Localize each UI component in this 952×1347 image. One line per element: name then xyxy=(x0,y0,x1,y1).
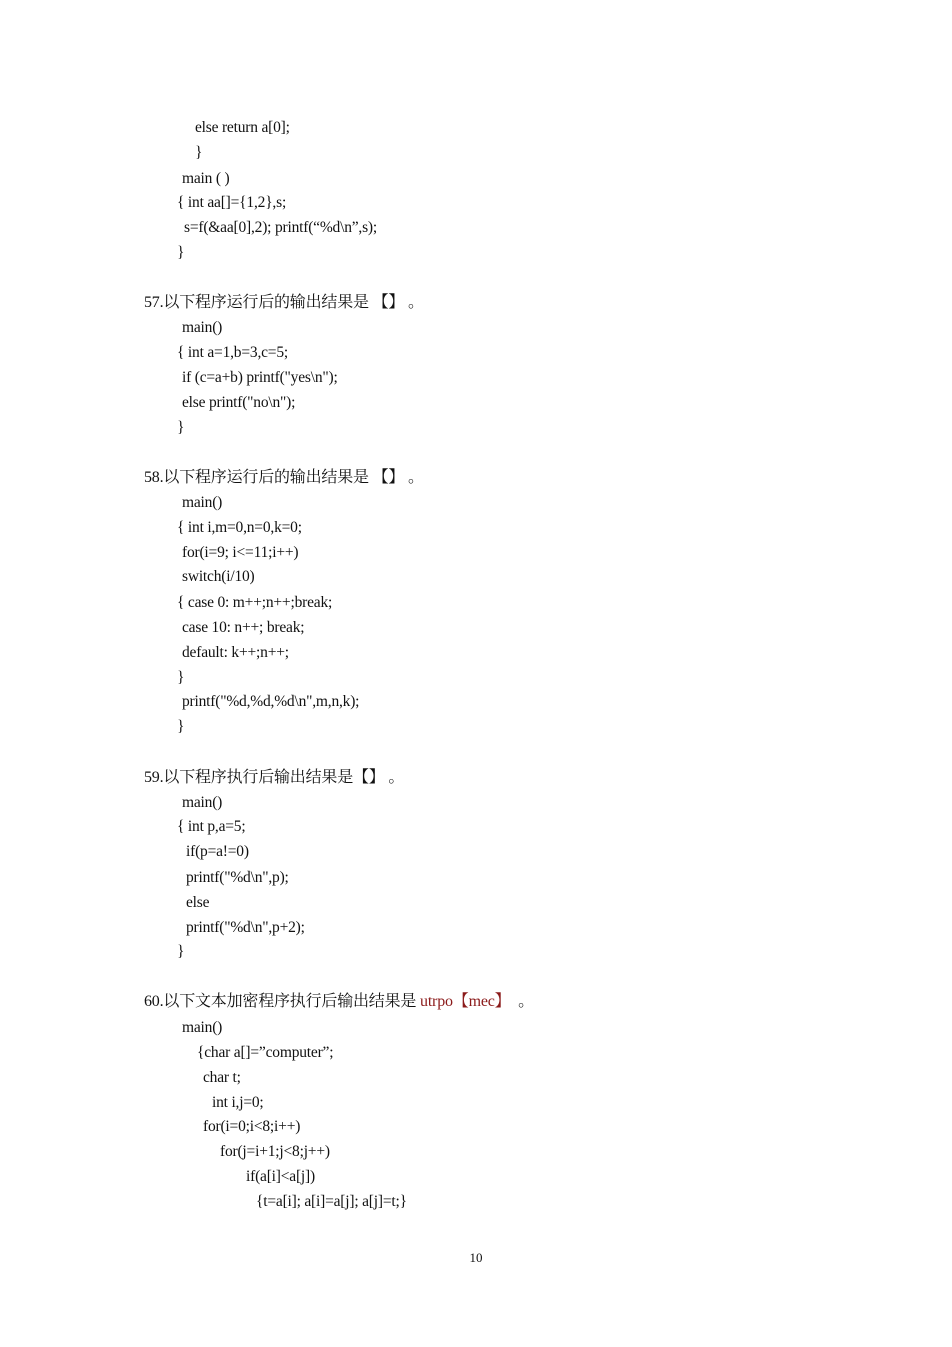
code-line: int i,j=0; xyxy=(212,1094,264,1111)
code-line: main() xyxy=(182,794,223,811)
code-line: } xyxy=(177,943,185,960)
code-line: default: k++;n++; xyxy=(182,644,289,661)
code-line: } xyxy=(177,718,185,735)
question-58: 58.以下程序运行后的输出结果是 【】 。 xyxy=(144,469,424,486)
question-57: 57.以下程序运行后的输出结果是 【】 。 xyxy=(144,294,424,311)
code-line: char t; xyxy=(203,1069,241,1086)
code-line: { int p,a=5; xyxy=(177,818,246,835)
code-line: case 10: n++; break; xyxy=(182,619,305,636)
code-line: } xyxy=(195,144,203,161)
code-line: s=f(&aa[0],2); printf(“%d\n”,s); xyxy=(184,219,378,236)
code-line: main() xyxy=(182,319,223,336)
page-number: 10 xyxy=(469,1250,483,1265)
code-line: else return a[0]; xyxy=(195,119,290,136)
question-60 xyxy=(144,992,534,1012)
question-59: 59.以下程序执行后输出结果是【】 。 xyxy=(144,769,405,786)
code-line: for(j=i+1;j<8;j++) xyxy=(220,1143,330,1160)
code-line: if (c=a+b) printf("yes\n"); xyxy=(182,369,338,386)
code-line: { case 0: m++;n++;break; xyxy=(177,594,333,611)
code-line: if(a[i]<a[j]) xyxy=(246,1168,315,1185)
code-line: if(p=a!=0) xyxy=(186,843,249,860)
question-60-suffix: 。 xyxy=(518,993,534,1010)
code-line: main ( ) xyxy=(182,170,230,187)
code-line: } xyxy=(177,419,185,436)
code-line: for(i=0;i<8;i++) xyxy=(203,1118,301,1135)
code-line: printf("%d,%d,%d\n",m,n,k); xyxy=(182,693,360,710)
code-line: {t=a[i]; a[i]=a[j]; a[j]=t;} xyxy=(256,1193,407,1210)
code-line: printf("%d\n",p); xyxy=(186,869,289,886)
code-line: {char a[]=”computer”; xyxy=(197,1044,334,1061)
code-line: main() xyxy=(182,494,223,511)
code-line: printf("%d\n",p+2); xyxy=(186,919,305,936)
code-line: { int i,m=0,n=0,k=0; xyxy=(177,519,302,536)
code-line: for(i=9; i<=11;i++) xyxy=(182,544,299,561)
question-60-answer: utrpo【mec】 xyxy=(420,993,511,1010)
code-line: { int aa[]={1,2},s; xyxy=(177,194,287,211)
code-line: } xyxy=(177,669,185,686)
code-line: switch(i/10) xyxy=(182,568,255,585)
code-line: else printf("no\n"); xyxy=(182,394,296,411)
code-line: { int a=1,b=3,c=5; xyxy=(177,344,288,361)
question-60-prefix: 60.以下文本加密程序执行后输出结果是 xyxy=(144,993,417,1010)
code-line: main() xyxy=(182,1019,223,1036)
code-line: } xyxy=(177,244,185,261)
code-line: else xyxy=(186,894,210,911)
